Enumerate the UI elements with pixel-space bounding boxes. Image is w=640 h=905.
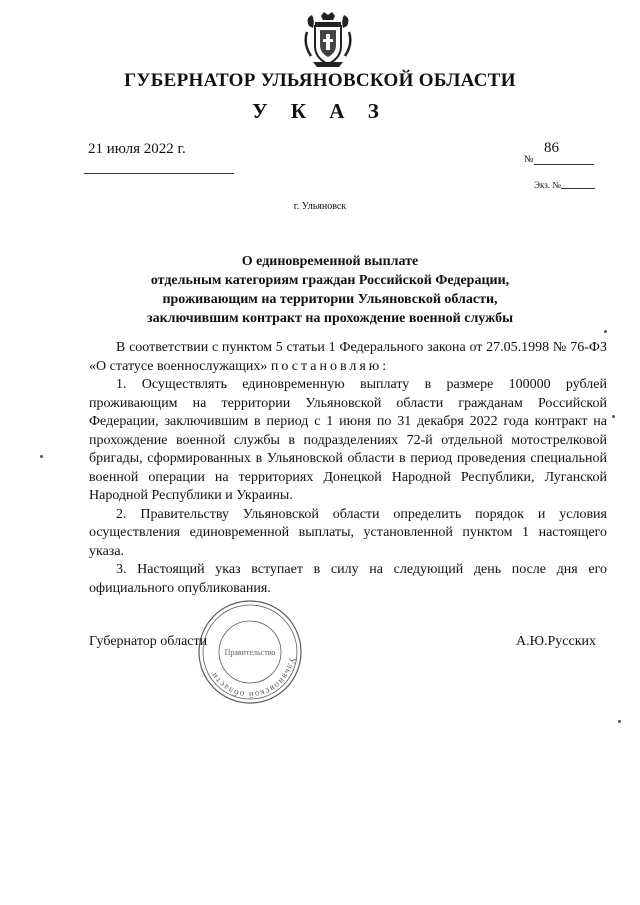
subject-line: заключившим контракт на прохождение военной службы bbox=[146, 311, 514, 326]
svg-text:Ульяновской области bbox=[208, 657, 297, 700]
margin-mark bbox=[40, 455, 43, 458]
preamble-text: В соответствии с пунктом 5 статьи 1 Федерального закона от 27.05.1998 № 76-ФЗ «О статусе военнослужащих» bbox=[89, 340, 607, 374]
seal-ring-text: Ульяновской области bbox=[208, 656, 298, 701]
decree-number: 86 bbox=[544, 140, 559, 156]
decree-item-2: 2. Правительству Ульяновской области определить порядок и условия осуществления единовременной выплаты, установленной пунктом 1 настоящего указа. bbox=[89, 506, 607, 559]
margin-mark bbox=[604, 330, 607, 333]
seal-center-text: Правительство bbox=[224, 648, 276, 657]
signature-name: А.Ю.Русских bbox=[516, 634, 597, 649]
decree-title: У К А З bbox=[252, 99, 388, 123]
decree-date: 21 июля 2022 г. bbox=[88, 141, 186, 157]
decree-item-1: 1. Осуществлять единовременную выплату в размере 100000 рублей проживающим на территории Ульяновской области гражданам Российской Федерации, заключившим в период с 1 июня по 31 декабря 2022 года контракт на прохождение военной службы в подразделениях 72-й отдельной мотострелковой бригады, сформированных в Ульяновской области в период проведения специальной военной операции на территориях Донецкой Народной Республики, Луганской Народной Республики и Украины. bbox=[89, 377, 607, 503]
decree-body bbox=[89, 339, 607, 598]
preamble bbox=[89, 339, 607, 376]
copy-number-label: Экз. № bbox=[534, 180, 561, 190]
signature-position: Губернатор области bbox=[89, 634, 208, 649]
date-underline bbox=[84, 173, 234, 174]
city: г. Ульяновск bbox=[293, 201, 347, 212]
number-sign: № bbox=[524, 154, 534, 165]
subject-line: отдельным категориям граждан Российской Федерации, bbox=[150, 273, 510, 288]
number-underline bbox=[534, 164, 594, 165]
coat-of-arms-icon bbox=[303, 12, 353, 68]
copy-number-underline bbox=[561, 188, 595, 189]
margin-mark bbox=[618, 720, 621, 723]
decree-subject bbox=[120, 252, 540, 328]
official-seal bbox=[196, 598, 304, 706]
margin-mark bbox=[612, 415, 615, 418]
preamble-ordering: постановляю: bbox=[270, 358, 390, 374]
subject-line: проживающим на территории Ульяновской области, bbox=[162, 292, 498, 307]
decree-item-3: 3. Настоящий указ вступает в силу на следующий день после дня его официального опубликования. bbox=[89, 562, 607, 596]
subject-line: О единовременной выплате bbox=[241, 254, 419, 269]
governor-header: ГУБЕРНАТОР УЛЬЯНОВСКОЙ ОБЛАСТИ bbox=[124, 70, 516, 91]
